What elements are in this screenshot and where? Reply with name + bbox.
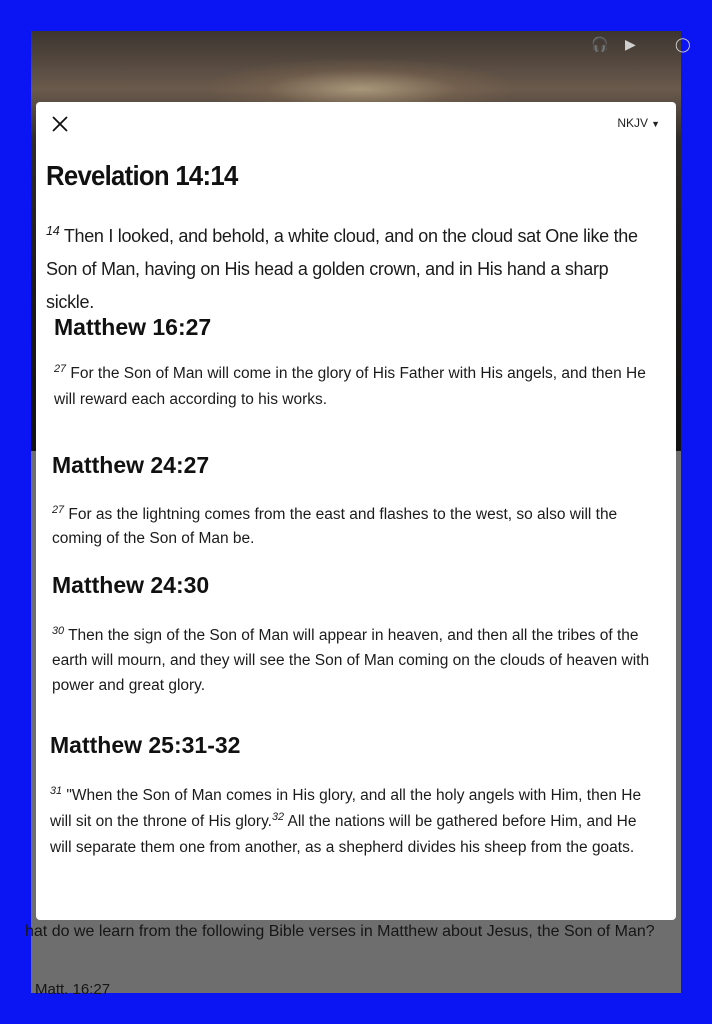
passage-matthew-24-27 [52, 452, 652, 551]
passage-matthew-24-30 [52, 572, 652, 698]
passage-text [52, 503, 652, 551]
circle-icon[interactable]: ◯ [675, 36, 691, 52]
version-label: NKJV [617, 116, 649, 130]
lesson-question: hat do we learn from the following Bible verses in Matthew about Jesus, the Son of Man? [25, 923, 655, 940]
verse-text: All the nations will be gathered before Him, and He will separate them one from another, as a shepherd divides his sheep from the goats. [50, 813, 637, 856]
verse-number: 31 [50, 784, 63, 797]
verse-text: For as the lightning comes from the east and flashes to the west, so also will the coming of the Son of Man be. [52, 506, 618, 547]
caret-down-icon: ▼ [651, 119, 660, 129]
verse-number: 27 [54, 362, 67, 375]
close-button[interactable] [50, 114, 70, 134]
verse-text: "When the Son of Man comes in His glory, and all the holy angels with Him, then He will sit on the throne of His glory. [50, 787, 642, 830]
bible-verses-modal [36, 102, 676, 920]
passage-matthew-25-31-32 [50, 732, 660, 861]
version-dropdown[interactable] [617, 116, 660, 130]
verse-number: 14 [46, 224, 60, 238]
verse-text: Then the sign of the Son of Man will appear in heaven, and then all the tribes of the earth will mourn, and they will see the Son of Man coming on the clouds of heaven with power and great glory. [52, 627, 650, 694]
close-icon [50, 114, 70, 134]
passage-reference: Revelation 14:14 [46, 160, 238, 191]
verse-number: 27 [52, 503, 65, 516]
verse-number: 30 [52, 624, 65, 637]
passage-text [50, 783, 660, 861]
passage-text [54, 361, 654, 413]
passage-revelation-14-14 [46, 160, 646, 319]
video-icon[interactable]: ▶ [625, 36, 636, 52]
passage-reference: Matthew 25:31-32 [50, 732, 241, 758]
verse-reference-link[interactable]: Matt. 16:27 [35, 981, 111, 998]
headphones-icon[interactable]: 🎧 [591, 36, 609, 52]
verse-text: For the Son of Man will come in the glory of His Father with His angels, and then He will reward each according to his works. [54, 365, 646, 408]
passage-text [52, 623, 652, 698]
passage-reference: Matthew 24:30 [52, 572, 210, 598]
passage-text [46, 220, 646, 319]
passage-reference: Matthew 24:27 [52, 452, 210, 478]
verse-text: Then I looked, and behold, a white cloud, and on the cloud sat One like the Son of Man, having on His head a golden crown, and in His hand a sharp sickle. [46, 226, 638, 312]
passage-reference: Matthew 16:27 [54, 314, 212, 340]
verse-number: 32 [271, 810, 285, 823]
passage-matthew-16-27 [54, 314, 654, 413]
